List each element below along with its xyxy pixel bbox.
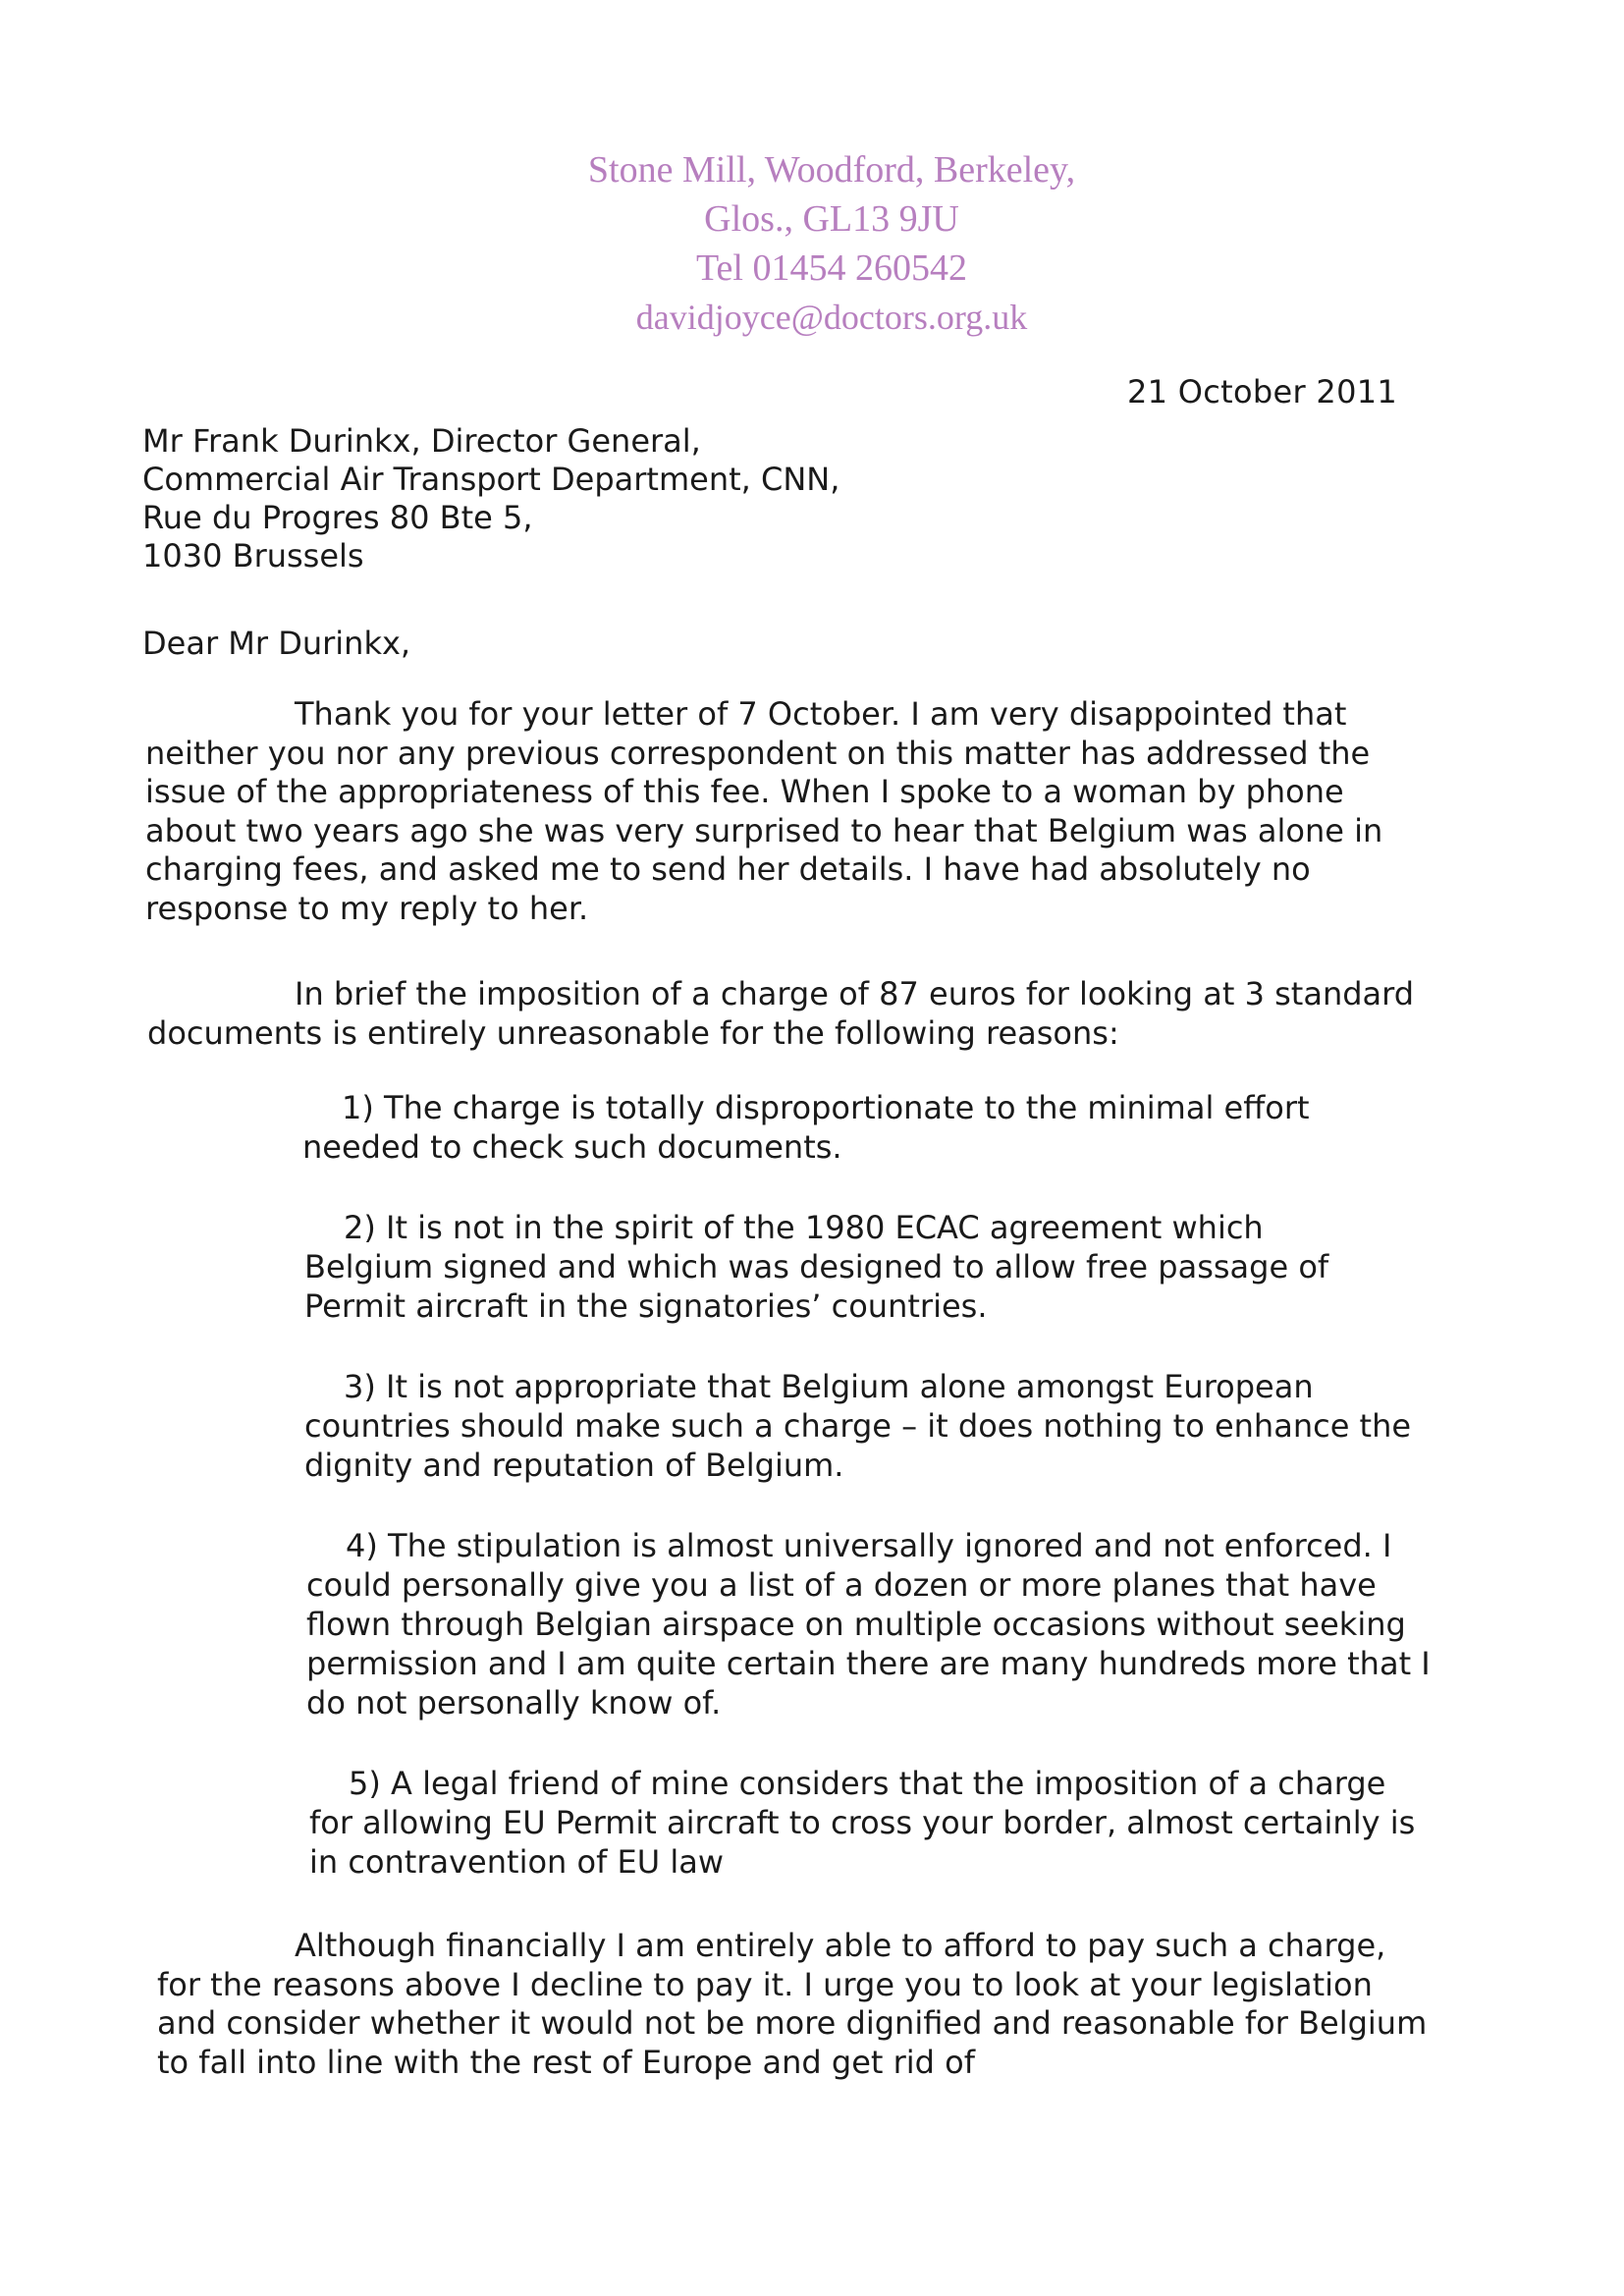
body-paragraph-1: Thank you for your letter of 7 October. I am very disappointed that neither you nor any previous correspondent on this matter has addressed the issue of the appropriateness of this fee. When I spoke to a woman by phone about two years ago she was very surprised to hear that Belgium was alone in charging fees, and asked me to send her details. I have had absolutely no response to my reply to her. xyxy=(145,695,1383,927)
letterhead-address-line: Stone Mill, Woodford, Berkeley, xyxy=(587,149,1076,191)
letter-date: 21 October 2011 xyxy=(1127,373,1398,410)
recipient-department-line: Commercial Air Transport Department, CNN, xyxy=(142,461,840,498)
reason-item-3: 3) It is not appropriate that Belgium alone amongst European countries should make such a charge – it does nothing to enhance the dignity and reputation of Belgium. xyxy=(304,1368,1412,1484)
salutation: Dear Mr Durinkx, xyxy=(142,625,411,662)
letterhead-postcode-line: Glos., GL13 9JU xyxy=(704,198,959,240)
reason-item-5: 5) A legal friend of mine considers that the imposition of a charge for allowing EU Permit aircraft to cross your border, almost certainly is in contravention of EU law xyxy=(309,1765,1416,1881)
body-paragraph-2: In brief the imposition of a charge of 87 euros for looking at 3 standard documents is entirely unreasonable for the following reasons: xyxy=(147,975,1415,1052)
reason-item-1: 1) The charge is totally disproportionate to the minimal effort needed to check such documents. xyxy=(302,1089,1310,1166)
letterhead-email: davidjoyce@doctors.org.uk xyxy=(635,298,1028,337)
reason-item-2: 2) It is not in the spirit of the 1980 ECAC agreement which Belgium signed and which was designed to allow free passage of Permit aircraft in the signatories’ countries. xyxy=(304,1209,1329,1325)
letterhead xyxy=(0,145,1624,342)
recipient-name-line: Mr Frank Durinkx, Director General, xyxy=(142,422,701,460)
recipient-street-line: Rue du Progres 80 Bte 5, xyxy=(142,499,533,536)
body-paragraph-3: Although financially I am entirely able to afford to pay such a charge, for the reasons above I decline to pay it. I urge you to look at your legislation and consider whether it would not be more dignified and reasonable for Belgium to fall into line with the rest of Europe and get rid of xyxy=(157,1927,1428,2081)
letterhead-phone: Tel 01454 260542 xyxy=(696,247,967,289)
reason-item-4: 4) The stipulation is almost universally ignored and not enforced. I could personally give you a list of a dozen or more planes that have flown through Belgian airspace on multiple occasions without seeking permission and I am quite certain there are many hundreds more that I do not personally know of. xyxy=(306,1527,1431,1722)
recipient-address xyxy=(142,422,839,575)
recipient-city-line: 1030 Brussels xyxy=(142,537,364,574)
